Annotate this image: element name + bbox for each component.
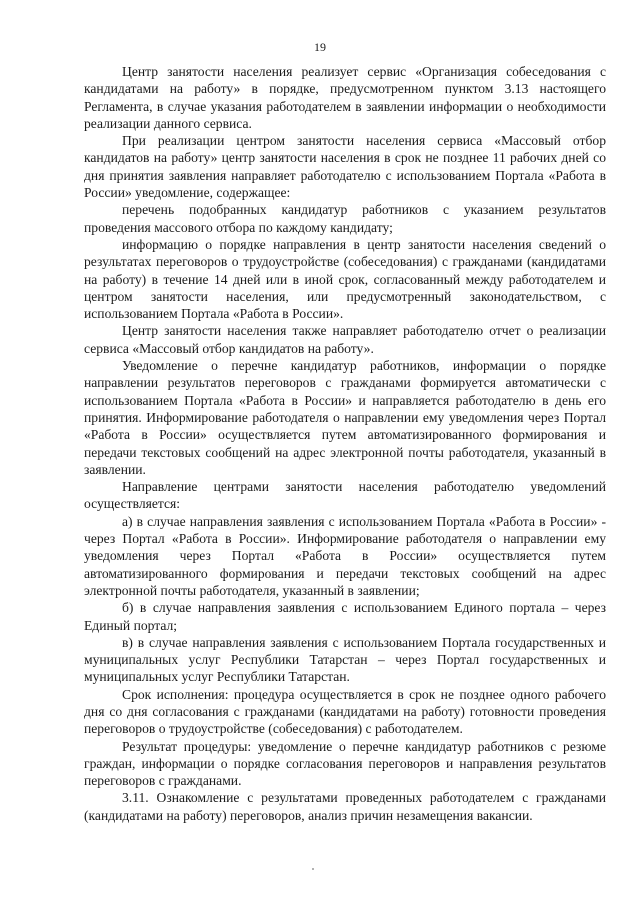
document-body <box>84 63 606 824</box>
paragraph-report: Центр занятости населения также направляет работодателю отчет о реализации сервиса «Массовый отбор кандидатов на работу». <box>84 323 606 356</box>
paragraph-candidate-list: перечень подобранных кандидатур работников с указанием результатов проведения массового отбора по каждому кандидату; <box>84 202 606 235</box>
paragraph-interview-service: Центр занятости населения реализует сервис «Организация собеседования с кандидатами на работу» в порядке, предусмотренном пунктом 3.13 настоящего Регламента, в случае указания работодателем в заявлении информации о необходимости реализации данного сервиса. <box>84 64 606 131</box>
paragraph-item-a: а) в случае направления заявления с использованием Портала «Работа в России» - через Портал «Работа в России». Информирование работодателя о направлении ему уведомления через Портал «Работа в России» осуществляется путем автоматизированного формирования и передачи текстовых сообщений на адрес электронной почты работодателя, указанный в заявлении; <box>84 513 606 598</box>
paragraph-deadline: Срок исполнения: процедура осуществляется в срок не позднее одного рабочего дня со дня согласования с гражданами (кандидатами на работу) готовности проведения переговоров о трудоустройстве (собеседования) с работодателем. <box>84 686 606 737</box>
paragraph-notification-direction: Направление центрами занятости населения работодателю уведомлений осуществляется: <box>84 479 606 512</box>
paragraph-item-v: в) в случае направления заявления с использованием Портала государственных и муниципальных услуг Республики Татарстан – через Портал государственных и муниципальных услуг Республики Татарстан. <box>84 634 606 685</box>
paragraph-mass-selection: При реализации центром занятости населения сервиса «Массовый отбор кандидатов на работу» центр занятости населения в срок не позднее 11 рабочих дней со дня принятия заявления направляет работодателю с использованием Портала «Работа в России» уведомление, содержащее: <box>84 133 606 201</box>
paragraph-item-b: б) в случае направления заявления с использованием Единого портала – через Единый портал; <box>84 600 606 633</box>
paragraph-negotiation-info: информацию о порядке направления в центр занятости населения сведений о результатах переговоров о трудоустройстве (собеседования) с гражданами (кандидатами на работу) в течение 14 дней или в иной срок, согласованный между работодателем и центром занятости населения, или предусмотренный законодательством, с использованием Портала «Работа в России». <box>84 236 606 322</box>
paragraph-section-3-11: 3.11. Ознакомление с результатами проведенных работодателем с гражданами (кандидатами на работу) переговоров, анализ причин незамещения вакансии. <box>84 790 606 823</box>
scan-dot <box>312 868 314 870</box>
paragraph-result: Результат процедуры: уведомление о перечне кандидатур работников с резюме граждан, информации о порядке согласования переговоров и направления результатов переговоров с гражданами. <box>84 738 606 789</box>
page-number: 19 <box>314 40 326 54</box>
paragraph-notification-auto: Уведомление о перечне кандидатур работников, информации о порядке направлении результатов переговоров с гражданами формируется автоматически с использованием Портала «Работа в России» и направляется работодателю в день его принятия. Информирование работодателя о направлении ему уведомления через Портал «Работа в России» осуществляется путем автоматизированного формирования и передачи текстовых сообщений на адрес электронной почты работодателя, указанный в заявлении. <box>84 358 606 477</box>
